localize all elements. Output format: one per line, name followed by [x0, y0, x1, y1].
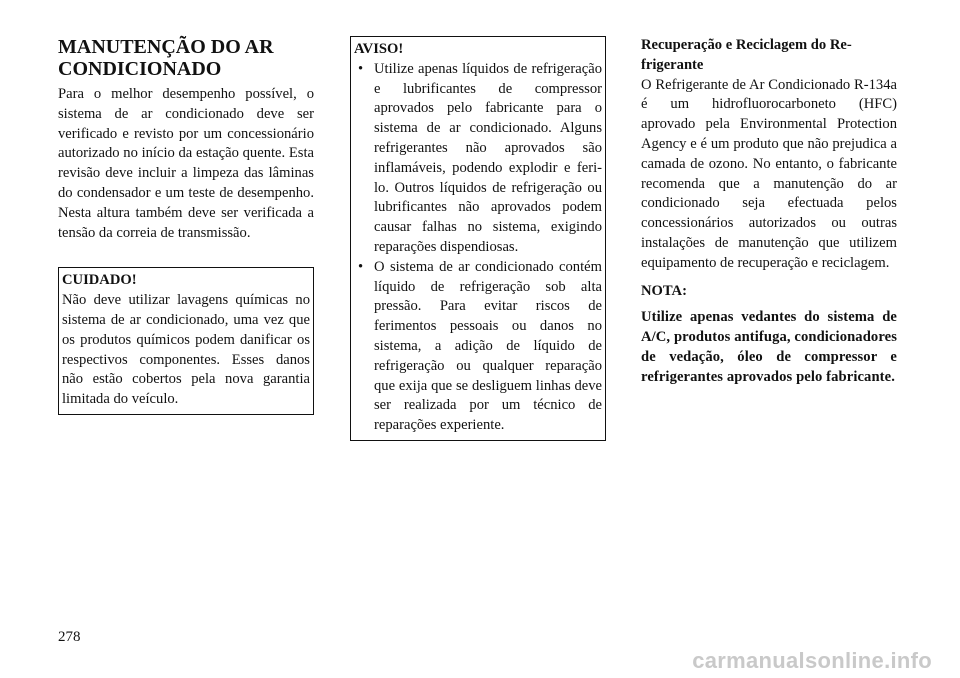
heading-line-2: CONDICIONADO: [58, 58, 222, 80]
warning-box: [350, 36, 606, 441]
warning-title: AVISO!: [354, 41, 404, 57]
heading-line-1: MANUTENÇÃO DO AR: [58, 36, 274, 58]
page-number: 278: [58, 629, 81, 645]
warning-bullet: • Utilize apenas líquidos de refrigeração e lubrificantes de compressor aprovados pelo fabricante para o sistema de ar condicionado. Alguns refrigerantes não aprovados são inflamáveis, podendo explodir e feri-lo. Outros líquidos de refrigeração ou lubrificantes não aprovados podem causar falhas no sistema, exigindo reparações dispendiosas.: [354, 60, 602, 258]
column-middle: [350, 36, 606, 441]
warning-list: [354, 60, 602, 436]
column-left: [58, 36, 314, 415]
column-right: [641, 36, 897, 387]
warning-bullet: • O sistema de ar condicionado contém líquido de refrigeração sob alta pressão. Para evitar riscos de ferimentos pessoais ou danos no sistema, a adição de líquido de refrigeração ou qualquer reparação que exija que se desliguem linhas deve ser realizada por um técnico de reparações experiente.: [354, 258, 602, 436]
maintenance-paragraph: Para o melhor desempenho possível, o sistema de ar condicionado deve ser verificado e revisto por um concessionário autorizado no início da estação quente. Esta revisão deve incluir a limpeza das lâminas do condensador e um teste de desempenho. Nesta altura também deve ser verificada a tensão da correia de transmissão.: [58, 86, 314, 241]
note-text: Utilize apenas vedantes do sistema de A/C, produtos antifuga, condicionadores de vedação, óleo de compressor e refrigerantes aprovados pelo fabricante.: [641, 309, 897, 386]
caution-box: [58, 267, 314, 415]
caution-text: Não deve utilizar lavagens químicas no sistema de ar condicionado, uma vez que os produtos químicos podem danificar os respectivos componentes. Esses danos não estão cobertos pela nova garantia limitada do veículo.: [62, 292, 310, 408]
section-heading: [58, 36, 314, 80]
caution-title: CUIDADO!: [62, 272, 137, 289]
recovery-paragraph: O Refrigerante de Ar Condicionado R-134a é um hidrofluorocarboneto (HFC) aprovado pela Environmental Protection Agency e é um produto que não prejudica a camada de ozono. No entanto, o fabricante recomenda que a manutenção do ar condicionado seja efectuada pelos concessionários autorizados ou outras instalações de manutenção que utilizem equipamento de recuperação e reciclagem.: [641, 76, 897, 271]
note-label: NOTA:: [641, 282, 687, 299]
watermark-logo: carmanualsonline.info: [692, 648, 932, 673]
recovery-heading: Recuperação e Reciclagem do Refrigerante: [641, 37, 852, 73]
